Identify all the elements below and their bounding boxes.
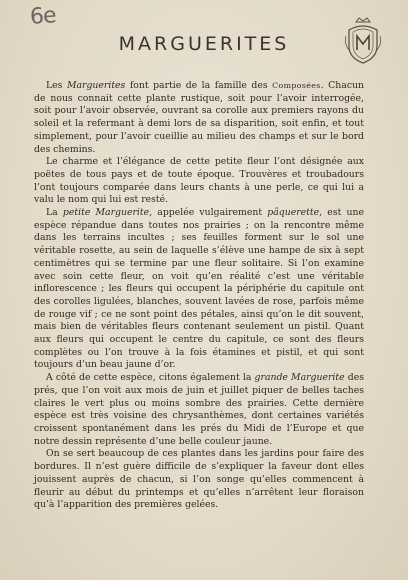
paragraph-1: Les Marguerites font partie de la famille des Composées. Chacun de nous connait cette plante rustique, soit pour l’avoir interrogée, soit pour l’avoir observée, ouvrant sa corolle aux premiers rayons du soleil et la refermant à demi lors de sa disparition, soit enfin, et tout simplement, pour l’avoir cueillie au milieu des champs et sur le bord des chemins. [34, 80, 364, 155]
body-text [34, 80, 364, 512]
paragraph-3: La petite Marguerite, appelée vulgairement pâquerette, est une espèce répandue dans toutes nos prairies ; on la rencontre même dans les terrains incultes ; ses feuilles forment sur le sol une véritable rosette, au sein de laquelle s’élève une hampe de six à sept centimètres qui se termine par une fleur solitaire. Si l’on examine avec soin cette fleur, on voit qu’en réalité c’est une véritable inflorescence ; les fleurs qui occupent la périphérie du capitule ont des corolles ligulées, blanches, souvent lavées de rose, parfois même de rouge vif ; ce ne sont point des pétales, ainsi qu’on le dit souvent, mais bien de véritables fleurs contenant seulement un pistil. Quant aux fleurs qui occupent le centre du capitule, ce sont des fleurs complètes ou l’on trouve à la fois étamines et pistil, et qui sont toujours d’un beau jaune d’or. [34, 207, 364, 371]
paragraph-4: A côté de cette espèce, citons également la grande Marguerite des prés, que l’on voit aux mois de juin et juillet piquer de belles taches claires le vert plus ou moins sombre des prairies. Cette dernière espèce est très voisine des chrysanthèmes, dont certaines variétés croissent spontanément dans les prés du Midi de l’Europe et que notre dessin représente d’une belle couleur jaune. [34, 372, 364, 447]
paragraph-2: Le charme et l’élégance de cette petite fleur l’ont désignée aux poëtes de tous pays et de toute époque. Trouvères et troubadours l’ont toujours comparée dans leurs chants à une perle, ce qui lui a valu le nom qui lui est resté. [34, 156, 364, 206]
handwritten-note: 6e [29, 3, 57, 30]
page-title: MARGUERITES [118, 33, 290, 55]
crest-emblem-icon [343, 16, 383, 66]
paragraph-5: On se sert beaucoup de ces plantes dans les jardins pour faire des bordures. Il n’est guère difficile de s’expliquer la faveur dont elles jouissent auprès de chacun, si l’on songe qu’elles commencent à fleurir au début du printemps et qu’elles n’arrêtent leur floraison qu’à l’apparition des premières gelées. [34, 448, 364, 511]
